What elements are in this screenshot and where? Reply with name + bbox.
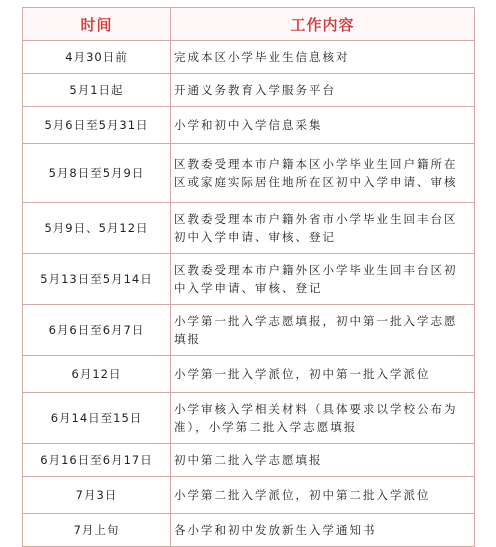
table-row <box>23 356 475 393</box>
row-content: 小学第一批入学志愿填报，初中第一批入学志愿填报 <box>171 305 475 356</box>
table-row <box>23 144 475 203</box>
row-time: 6月14日至15日 <box>23 393 171 444</box>
row-content: 开通义务教育入学服务平台 <box>171 74 475 107</box>
row-content: 初中第二批入学志愿填报 <box>171 444 475 477</box>
table-row <box>23 203 475 254</box>
table-row <box>23 254 475 305</box>
table-row <box>23 305 475 356</box>
table-row <box>23 477 475 514</box>
table-header-row <box>23 8 475 41</box>
table-row <box>23 74 475 107</box>
row-content: 区教委受理本市户籍外区小学毕业生回丰台区初中入学申请、审核、登记 <box>171 254 475 305</box>
row-content: 小学第一批入学派位，初中第一批入学派位 <box>171 356 475 393</box>
table-row <box>23 514 475 547</box>
row-content: 区教委受理本市户籍本区小学毕业生回户籍所在区或家庭实际居住地所在区初中入学申请、审核 <box>171 144 475 203</box>
table-row <box>23 393 475 444</box>
row-time: 4月30日前 <box>23 41 171 74</box>
row-time: 6月12日 <box>23 356 171 393</box>
row-content: 小学和初中入学信息采集 <box>171 107 475 144</box>
row-time: 5月9日、5月12日 <box>23 203 171 254</box>
row-time: 5月13日至5月14日 <box>23 254 171 305</box>
row-content: 完成本区小学毕业生信息核对 <box>171 41 475 74</box>
row-time: 5月8日至5月9日 <box>23 144 171 203</box>
row-time: 6月6日至6月7日 <box>23 305 171 356</box>
table-row <box>23 107 475 144</box>
table-row <box>23 41 475 74</box>
row-content: 小学第二批入学派位，初中第二批入学派位 <box>171 477 475 514</box>
header-content: 工作内容 <box>171 8 475 41</box>
row-time: 5月1日起 <box>23 74 171 107</box>
enrollment-schedule-table <box>22 7 475 547</box>
row-content: 各小学和初中发放新生入学通知书 <box>171 514 475 547</box>
table-row <box>23 444 475 477</box>
header-time: 时间 <box>23 8 171 41</box>
row-content: 区教委受理本市户籍外省市小学毕业生回丰台区初中入学申请、审核、登记 <box>171 203 475 254</box>
schedule-table-wrapper <box>22 7 474 547</box>
row-time: 7月上旬 <box>23 514 171 547</box>
row-content: 小学审核入学相关材料（具体要求以学校公布为准），小学第二批入学志愿填报 <box>171 393 475 444</box>
row-time: 5月6日至5月31日 <box>23 107 171 144</box>
row-time: 6月16日至6月17日 <box>23 444 171 477</box>
row-time: 7月3日 <box>23 477 171 514</box>
